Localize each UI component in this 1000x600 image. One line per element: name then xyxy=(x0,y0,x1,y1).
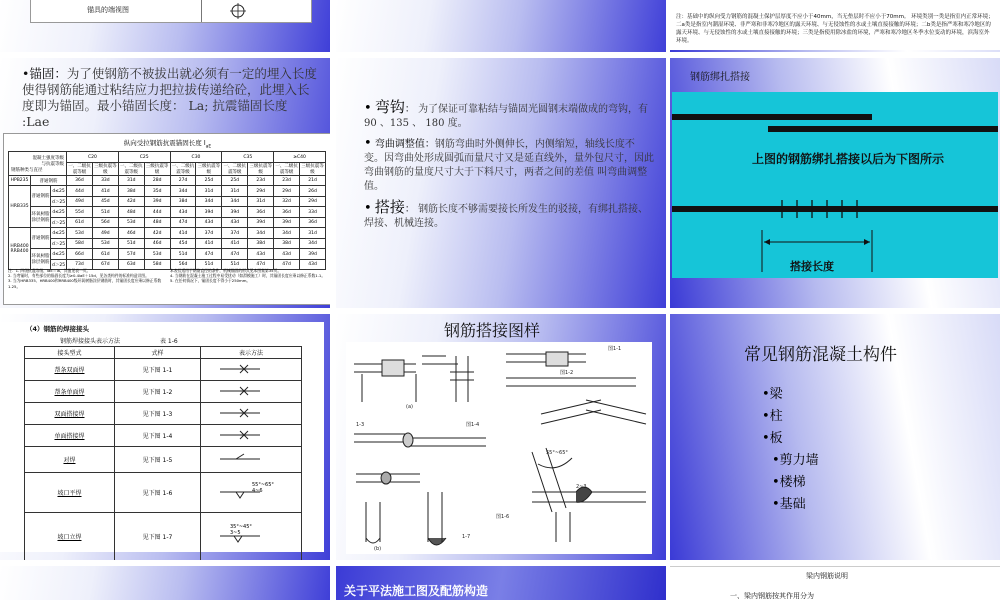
fig-label-gap: 2~3 xyxy=(576,484,587,490)
anchorage-value: 36d xyxy=(300,217,326,228)
anchorage-value: 43d xyxy=(274,249,300,260)
diameter-cell: d≤25 xyxy=(51,207,67,218)
weld-header-cell: 接头型式 xyxy=(25,347,115,359)
anchorage-value: 46d xyxy=(144,238,170,249)
weld-heading: （4）钢筋的焊接接头 xyxy=(26,325,90,333)
slide-3[interactable] xyxy=(670,0,1000,52)
slide-7-weld-joints[interactable] xyxy=(0,314,330,560)
anchorage-value: 56d xyxy=(92,217,118,228)
lap-drawings-title: 钢筋搭接图样 xyxy=(444,321,541,340)
anchorage-value: 28d xyxy=(144,175,170,186)
anchorage-value: 41d xyxy=(196,238,222,249)
anchorage-bullet: • xyxy=(22,66,30,81)
grade-header: ≥C40 xyxy=(274,152,326,163)
anchorage-value: 34d xyxy=(222,196,248,207)
steel-type-cell: 环氧树脂涂层钢筋 xyxy=(31,207,51,228)
slide-8-lap-drawings[interactable] xyxy=(336,314,666,560)
anchorage-value: 48d xyxy=(118,207,144,218)
anchorage-value: 39d xyxy=(300,249,326,260)
anchorage-value: 27d xyxy=(170,175,196,186)
weld-angle-b2: 3~5 xyxy=(230,530,241,536)
anchorage-value: 49d xyxy=(67,196,93,207)
anchor-end-view-label: 锚具的端视图 xyxy=(87,6,129,14)
anchorage-value: 29d xyxy=(300,196,326,207)
grade-header: C25 xyxy=(118,152,170,163)
anchorage-value: 51d xyxy=(118,238,144,249)
anchorage-value: 41d xyxy=(222,238,248,249)
anchorage-value: 51d xyxy=(222,259,248,270)
seismic-header-row xyxy=(9,152,326,163)
seismic-notes-right xyxy=(170,268,326,284)
anchorage-value: 51d xyxy=(196,259,222,270)
weld-type-cell: 帮条单面焊 xyxy=(25,381,115,403)
seismic-subheader: 一、二级抗震等级 xyxy=(68,163,91,175)
slide-1-table xyxy=(30,0,312,23)
slide-10[interactable] xyxy=(0,566,330,600)
weld-ref-cell: 见下图 1-5 xyxy=(115,447,201,473)
anchorage-value: 39d xyxy=(274,217,300,228)
steel-type-cell: 普通钢筋 xyxy=(31,228,51,249)
fig-label-angle: 55°~65° xyxy=(546,450,568,456)
seismic-corner-cell: 混凝土强度等级 与抗震等级 钢筋种类与直径 xyxy=(9,152,67,176)
anchorage-term: 锚固 xyxy=(29,66,55,81)
table-row xyxy=(9,249,326,260)
fig-label-1-6: 图1-6 xyxy=(496,514,510,520)
list-item xyxy=(762,494,819,516)
steel-type-cell: 普通钢筋 xyxy=(31,186,51,207)
anchorage-value: 45d xyxy=(92,196,118,207)
anchorage-value: 23d xyxy=(274,175,300,186)
anchorage-value: 46d xyxy=(118,228,144,239)
weld-angle-a2: 4~6 xyxy=(252,488,263,494)
weld-header-cell: 表示方法 xyxy=(201,347,302,359)
weld-symbol-mark xyxy=(234,536,242,542)
diameter-cell: d≤25 xyxy=(51,186,67,197)
note-left-1: 注：1. 四级抗震等级，laE＝la，其值见表一页。 xyxy=(8,268,91,273)
anchorage-value: 26d xyxy=(300,186,326,197)
anchorage-value: 31d xyxy=(248,196,274,207)
seismic-subheader: 一、二级抗震等级 xyxy=(223,163,247,175)
slide-12-body: 一、梁内钢筋按其作用分为 xyxy=(730,592,814,600)
anchorage-value: 33d xyxy=(300,207,326,218)
weld-ref-cell: 见下图 1-3 xyxy=(115,403,201,425)
anchorage-value: 38d xyxy=(274,238,300,249)
list-bullet: • xyxy=(762,409,770,424)
anchorage-value: 42d xyxy=(144,228,170,239)
seismic-subheader: 三级抗震等级 xyxy=(145,163,169,175)
weld-symbol-mark xyxy=(236,492,244,498)
weld-table-panel xyxy=(0,322,324,552)
anchorage-value: 34d xyxy=(248,228,274,239)
list-item-label: 楼梯 xyxy=(779,475,806,490)
weld-type-cell: 坡口平焊 xyxy=(25,473,115,513)
seismic-subheader: 三级抗震等级 xyxy=(249,163,272,175)
weld-symbol-mark xyxy=(236,454,244,459)
anchorage-value: 49d xyxy=(92,228,118,239)
list-item-label: 柱 xyxy=(769,409,783,424)
anchorage-value: 53d xyxy=(67,228,93,239)
seismic-subheader: 一、二级抗震等级 xyxy=(171,163,195,175)
seismic-notes-left xyxy=(8,268,168,289)
anchorage-value: 43d xyxy=(196,217,222,228)
note-right-1: 本表仅适用于钢筋直径的条件，机械锚固的形式见本图集第35页。 xyxy=(170,268,282,273)
anchorage-value: 39d xyxy=(248,217,274,228)
lap-tying-caption: 钢筋绑扎搭接 xyxy=(690,72,750,83)
steel-type-cell: 普通钢筋 xyxy=(31,175,67,186)
anchorage-value: 53d xyxy=(118,217,144,228)
table-row xyxy=(9,238,326,249)
slide-2[interactable] xyxy=(336,0,666,52)
slide-9-rc-members[interactable] xyxy=(670,314,1000,560)
anchorage-value: 36d xyxy=(67,175,93,186)
lap-drawings-sheet xyxy=(346,342,652,554)
seismic-subheader: 三级抗震等级 xyxy=(197,163,221,175)
lap-tying-diagram xyxy=(672,92,998,278)
slide-11-title: 关于平法施工图及配筋构造 xyxy=(344,584,489,598)
anchorage-value: 55d xyxy=(67,207,93,218)
bend-adjust-bullet: • 弯曲调整值：钢筋弯曲时外侧伸长，内侧缩短，轴线长度不变。因弯曲处形成圆弧而量尺寸又是延直线外，量外包尺寸，因此弯曲钢筋的量度尺寸大于下料尺寸，两者之间的差值 叫弯曲调整值。 xyxy=(364,136,654,192)
anchorage-value: 48d xyxy=(144,217,170,228)
list-item xyxy=(762,450,819,472)
anchorage-value: 47d xyxy=(248,259,274,270)
anchorage-value: 38d xyxy=(170,196,196,207)
weld-table-title: 钢筋焊接接头表示方法 xyxy=(60,338,121,345)
table-row xyxy=(9,228,326,239)
anchorage-value: 61d xyxy=(67,217,93,228)
anchorage-value: 47d xyxy=(222,249,248,260)
fig-label-a: (a) xyxy=(406,404,413,410)
anchorage-value: 32d xyxy=(274,196,300,207)
table-row xyxy=(9,175,326,186)
anchorage-value: 37d xyxy=(222,228,248,239)
diameter-cell: d＞25 xyxy=(51,217,67,228)
steel-group-cell: HPB235 xyxy=(9,175,31,186)
anchorage-value: 43d xyxy=(248,249,274,260)
note-right-2: 4. 当钢筋在混凝土施工过程中易受扰动（如滑模施工）时，其锚固长度应乘以修正系数1.1。 xyxy=(170,273,326,279)
table-row xyxy=(9,217,326,228)
weld-header-cell: 式样 xyxy=(115,347,201,359)
anchorage-value: 29d xyxy=(274,186,300,197)
slide-5-hooks[interactable] xyxy=(336,58,666,308)
note-left-3: 3. 当为HRB335、HRB400和RRB400级环氧树脂涂层钢筋时，其锚固长度应乘以修正系数1.25。 xyxy=(8,278,162,289)
anchorage-value: 47d xyxy=(274,259,300,270)
anchorage-paragraph xyxy=(22,66,318,130)
anchorage-value: 38d xyxy=(248,238,274,249)
anchorage-value: 42d xyxy=(118,196,144,207)
anchor-end-view-icon xyxy=(229,2,247,20)
anchorage-value: 23d xyxy=(248,175,274,186)
anchorage-value: 36d xyxy=(248,207,274,218)
anchorage-value: 39d xyxy=(144,196,170,207)
anchorage-value: 47d xyxy=(170,217,196,228)
anchorage-body: 为了使钢筋不被拔出就必须有一定的埋入长度使得钢筋能通过粘结应力把拉拔传递给砼，此埋入长度即为锚固。最小锚固长度： La; 抗震锚固长度 :Lae xyxy=(22,66,317,129)
anchorage-value: 33d xyxy=(92,175,118,186)
anchorage-value: 43d xyxy=(222,217,248,228)
anchorage-colon: ： xyxy=(54,66,67,81)
steel-type-cell: 环氧树脂涂层钢筋 xyxy=(31,249,51,270)
anchorage-value: 37d xyxy=(196,228,222,239)
lap-splice-bullet: • 搭接： 钢筋长度不够需要接长所发生的驳接，有绑扎搭接、焊接、机械连接。 xyxy=(364,198,649,229)
list-bullet: • xyxy=(772,453,780,468)
anchorage-value: 67d xyxy=(92,259,118,270)
rc-members-title: 常见钢筋混凝土构件 xyxy=(744,345,897,365)
weld-type-cell: 对焊 xyxy=(25,447,115,473)
weld-type-cell: 坡口立焊 xyxy=(25,513,115,561)
list-bullet: • xyxy=(772,475,780,490)
anchorage-value: 58d xyxy=(67,238,93,249)
anchorage-value: 66d xyxy=(67,249,93,260)
weld-angle-a: 55°~65° xyxy=(252,482,274,488)
steel-group-cell: HRB335 xyxy=(9,186,31,228)
anchorage-value: 57d xyxy=(118,249,144,260)
rc-members-list xyxy=(762,384,819,516)
slide-11[interactable] xyxy=(336,566,666,600)
anchorage-value: 31d xyxy=(300,228,326,239)
anchorage-value: 43d xyxy=(170,207,196,218)
anchorage-value: 31d xyxy=(118,175,144,186)
anchorage-value: 31d xyxy=(196,186,222,197)
cover-note-text: 注：基础中的纵向受力钢筋的混凝土保护层厚度不应小于40mm，当无垫层时不应小于70mm。 环境类别一类是指室内正常环境；二a类是指室内潮湿环境、非严寒和非寒冷地区的露天环境、与无侵蚀性的水或土壤直接接触的环境；二b类是指严寒和寒冷地区的露天环境、与无侵蚀性的水或土壤直接接触的环境；三类是指使用除冰盐的环境，严寒和寒冷地区冬季水位变动的环境，滨海室外环境。 xyxy=(676,14,994,44)
list-item-label: 剪力墙 xyxy=(779,453,819,468)
list-item xyxy=(762,472,819,494)
anchorage-value: 44d xyxy=(67,186,93,197)
anchorage-value: 35d xyxy=(144,186,170,197)
anchorage-value: 56d xyxy=(170,259,196,270)
seismic-subheader: 一、二级抗震等级 xyxy=(275,163,298,175)
hooks-list xyxy=(364,100,654,231)
anchorage-value: 43d xyxy=(300,259,326,270)
anchorage-value: 31d xyxy=(222,186,248,197)
table-row xyxy=(9,196,326,207)
list-item-label: 基础 xyxy=(779,497,806,512)
anchorage-value: 39d xyxy=(222,207,248,218)
anchorage-value: 25d xyxy=(196,175,222,186)
table-row xyxy=(9,207,326,218)
anchorage-value: 47d xyxy=(196,249,222,260)
list-item xyxy=(762,428,819,450)
lap-tying-image-text: 上图的钢筋绑扎搭接以后为下图所示 xyxy=(752,152,945,166)
grade-header: C30 xyxy=(170,152,222,163)
anchorage-value: 53d xyxy=(144,249,170,260)
list-item xyxy=(762,384,819,406)
weld-table-number: 表 1-6 xyxy=(160,338,178,345)
anchorage-value: 63d xyxy=(118,259,144,270)
list-bullet: • xyxy=(762,431,770,446)
anchorage-value: 21d xyxy=(300,175,326,186)
grade-header: C20 xyxy=(67,152,119,163)
diameter-cell: d＞25 xyxy=(51,238,67,249)
anchorage-value: 34d xyxy=(196,196,222,207)
anchorage-value: 45d xyxy=(170,238,196,249)
anchorage-value: 58d xyxy=(144,259,170,270)
fig-label-1-7: 1-7 xyxy=(462,534,471,540)
lap-length-label: 搭接长度 xyxy=(790,260,834,273)
anchorage-value: 51d xyxy=(92,207,118,218)
anchorage-value: 36d xyxy=(274,207,300,218)
weld-type-cell: 双面搭接焊 xyxy=(25,403,115,425)
weld-ref-cell: 见下图 1-4 xyxy=(115,425,201,447)
grade-header: C35 xyxy=(222,152,274,163)
anchorage-value: 38d xyxy=(118,186,144,197)
fig-label-1-3: 1-3 xyxy=(356,422,365,428)
seismic-table-grid xyxy=(8,151,326,270)
slide-1[interactable] xyxy=(0,0,330,52)
weld-ref-cell: 见下图 1-7 xyxy=(115,513,201,561)
hook-bullet: • 弯钩： 为了保证可靠粘结与锚固光圆钢末端做成的弯钩，有 90 、135 、 180 度。 xyxy=(364,98,649,129)
diameter-cell: d≤25 xyxy=(51,228,67,239)
anchorage-value: 25d xyxy=(222,175,248,186)
anchorage-value: 34d xyxy=(274,228,300,239)
anchorage-value: 44d xyxy=(144,207,170,218)
slide-12-title: 梁内钢筋说明 xyxy=(806,572,848,580)
list-item xyxy=(762,406,819,428)
steel-group-cell: HRB400 RRB400 xyxy=(9,228,31,270)
seismic-subheader: 三级抗震等级 xyxy=(301,163,324,175)
weld-type-cell: 单面搭接焊 xyxy=(25,425,115,447)
note-left-2: 2. 当弯锚时，有些部位的锚固长度为≥0.4laE＋15d，见各类构件的标准构造详图。 xyxy=(8,273,149,279)
seismic-subheader: 一、二级抗震等级 xyxy=(120,163,143,175)
weld-ref-cell: 见下图 1-2 xyxy=(115,381,201,403)
anchorage-value: 41d xyxy=(170,228,196,239)
anchorage-value: 53d xyxy=(92,238,118,249)
list-bullet: • xyxy=(762,387,770,402)
anchorage-value: 34d xyxy=(300,238,326,249)
table-divider xyxy=(201,0,202,22)
table-row xyxy=(9,186,326,197)
fig-label-1-4: 图1-4 xyxy=(466,422,480,428)
lap-tying-image xyxy=(672,92,998,278)
fig-label-b: (b) xyxy=(374,546,382,552)
weld-ref-cell: 见下图 1-6 xyxy=(115,473,201,513)
anchorage-value: 41d xyxy=(92,186,118,197)
slide-12[interactable] xyxy=(670,566,1000,600)
fig-label-1-1: 图1-1 xyxy=(608,346,622,352)
weld-type-cell: 帮条双面焊 xyxy=(25,359,115,381)
slide-6-lap-tying[interactable] xyxy=(670,58,1000,308)
anchorage-value: 39d xyxy=(196,207,222,218)
anchorage-value: 51d xyxy=(170,249,196,260)
anchorage-value: 73d xyxy=(67,259,93,270)
weld-symbols xyxy=(200,346,302,550)
anchorage-value: 29d xyxy=(248,186,274,197)
anchorage-value: 34d xyxy=(170,186,196,197)
anchorage-value: 61d xyxy=(92,249,118,260)
weld-ref-cell: 见下图 1-1 xyxy=(115,359,201,381)
fig-label-1-2: 图1-2 xyxy=(560,370,574,376)
slide-4-anchorage[interactable] xyxy=(0,58,330,308)
seismic-subheader: 三级抗震等级 xyxy=(94,163,117,175)
weld-angle-b: 35°~45° xyxy=(230,524,252,530)
list-item-label: 板 xyxy=(769,431,783,446)
note-right-3: 5. 在任何情况下，锚固长度不得小于250mm。 xyxy=(170,278,251,284)
seismic-anchorage-table xyxy=(3,133,330,305)
diameter-cell: d≤25 xyxy=(51,249,67,260)
list-item-label: 梁 xyxy=(769,387,783,402)
diameter-cell: d＞25 xyxy=(51,259,67,270)
list-bullet: • xyxy=(772,497,780,512)
seismic-table-title: 纵向受拉钢筋抗震锚固长度 $l_{aE}$ xyxy=(123,139,212,150)
weld-splice-drawings xyxy=(346,342,652,554)
diameter-cell: d＞25 xyxy=(51,196,67,207)
